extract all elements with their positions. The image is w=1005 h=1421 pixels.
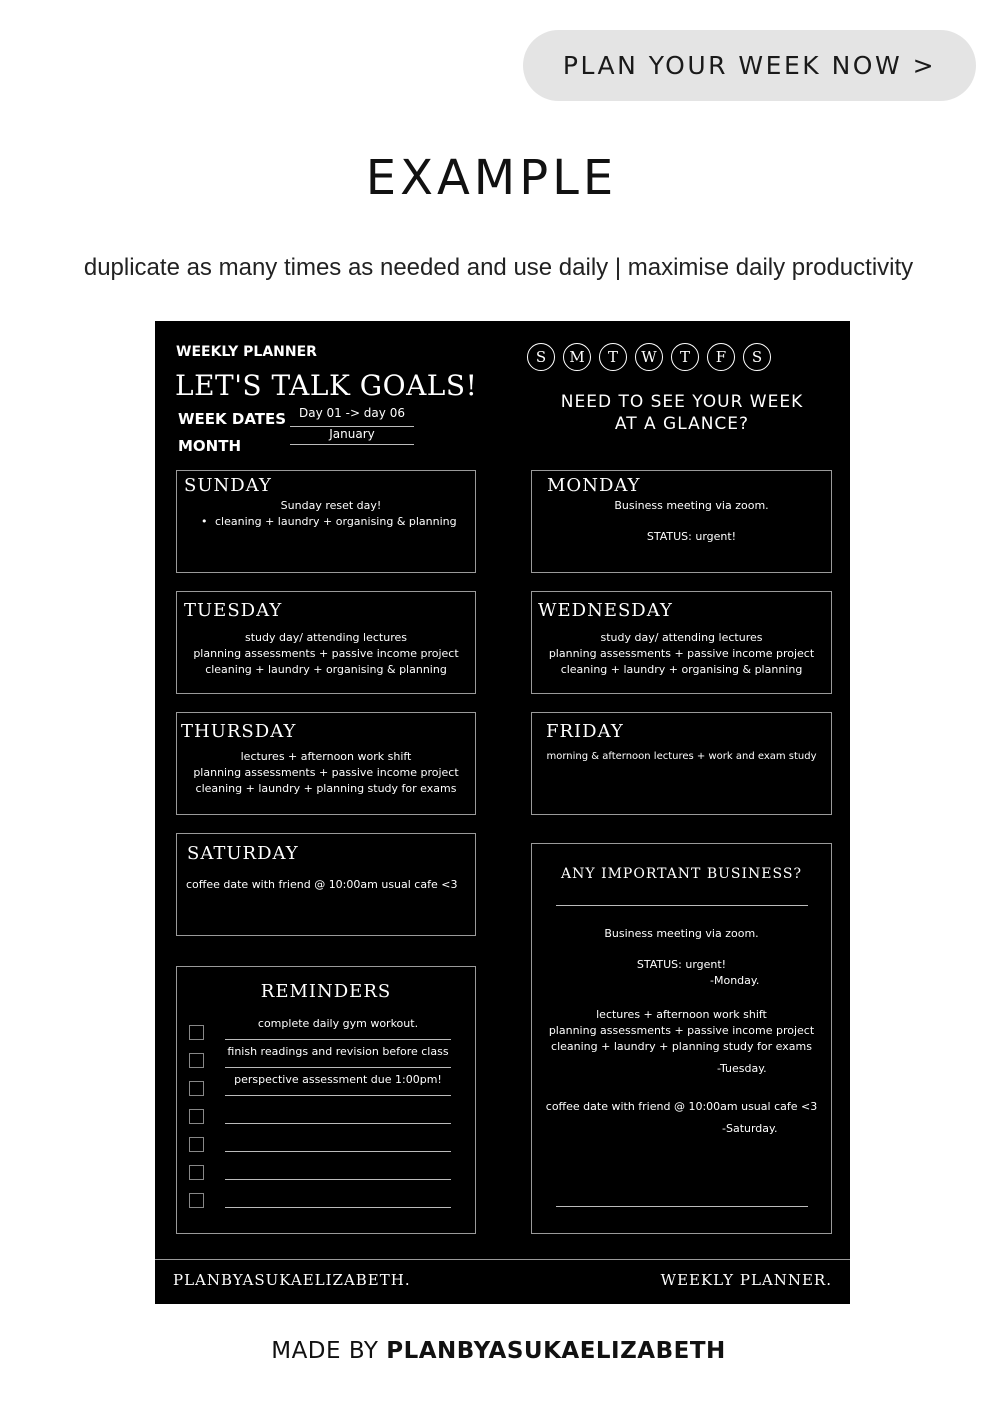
day-note: cleaning + laundry + planning study for exams bbox=[195, 782, 457, 795]
day-box-monday bbox=[531, 470, 832, 573]
day-box-thursday bbox=[176, 712, 476, 815]
day-note: study day/ attending lectures bbox=[245, 631, 407, 644]
planner-label: WEEKLY PLANNER bbox=[176, 344, 317, 360]
day-note: planning assessments + passive income project bbox=[193, 647, 459, 660]
day-note-bullet: • cleaning + laundry + organising & planning bbox=[187, 514, 475, 530]
business-bottom-line bbox=[556, 1206, 808, 1207]
made-by-brand: PLANBYASUKAELIZABETH bbox=[386, 1338, 726, 1364]
business-note: STATUS: urgent! bbox=[636, 958, 727, 971]
weekday-circles bbox=[527, 343, 771, 371]
footer-planner-label: WEEKLY PLANNER. bbox=[660, 1271, 832, 1289]
business-title: ANY IMPORTANT BUSINESS? bbox=[561, 866, 802, 882]
day-heading-monday: MONDAY bbox=[547, 475, 641, 496]
day-notes-tuesday bbox=[177, 630, 475, 678]
day-heading-saturday: SATURDAY bbox=[187, 843, 299, 864]
planner-preview bbox=[155, 321, 850, 1304]
day-note: planning assessments + passive income project bbox=[548, 647, 815, 660]
reminder-text: complete daily gym workout. bbox=[257, 1017, 419, 1030]
made-by-prefix: MADE BY bbox=[271, 1338, 387, 1364]
month-value: January bbox=[329, 427, 375, 441]
week-dates-value: Day 01 -> day 06 bbox=[299, 406, 405, 420]
business-note: Business meeting via zoom. bbox=[604, 927, 759, 940]
reminders-box bbox=[176, 966, 476, 1234]
business-box bbox=[531, 843, 832, 1234]
footer-brand: PLANBYASUKAELIZABETH. bbox=[173, 1271, 411, 1289]
day-note: coffee date with friend @ 10:00am usual cafe <3 bbox=[186, 878, 458, 891]
day-notes-sunday bbox=[177, 498, 475, 530]
day-note: morning & afternoon lectures + work and exam study bbox=[546, 751, 817, 762]
reminder-underline bbox=[225, 1207, 451, 1208]
weekday-circle-monday: M bbox=[563, 343, 591, 371]
day-heading-thursday: THURSDAY bbox=[181, 721, 297, 742]
day-note: lectures + afternoon work shift bbox=[240, 750, 412, 763]
day-note: cleaning + laundry + organising & planning bbox=[205, 663, 447, 676]
month-underline bbox=[290, 444, 414, 445]
reminder-row[interactable] bbox=[189, 1017, 453, 1041]
reminder-underline bbox=[225, 1179, 451, 1180]
day-box-wednesday bbox=[531, 591, 832, 694]
weekday-circle-saturday: S bbox=[743, 343, 771, 371]
reminder-row[interactable] bbox=[189, 1045, 453, 1069]
day-heading-friday: FRIDAY bbox=[546, 721, 624, 742]
business-note-signature: -Tuesday. bbox=[717, 1062, 767, 1075]
day-note: Sunday reset day! bbox=[280, 499, 382, 512]
week-glance-line-1: NEED TO SEE YOUR WEEK bbox=[560, 392, 804, 412]
business-notes bbox=[532, 926, 831, 1137]
day-box-tuesday bbox=[176, 591, 476, 694]
day-box-friday bbox=[531, 712, 832, 815]
weekday-circle-friday: F bbox=[707, 343, 735, 371]
day-box-saturday bbox=[176, 833, 476, 936]
reminder-row[interactable] bbox=[189, 1073, 453, 1097]
month-label: MONTH bbox=[178, 437, 242, 455]
reminder-row[interactable] bbox=[189, 1185, 453, 1209]
reminder-text: perspective assessment due 1:00pm! bbox=[234, 1073, 442, 1086]
weekday-circle-thursday: T bbox=[671, 343, 699, 371]
week-dates-label: WEEK DATES bbox=[178, 410, 287, 428]
reminder-checkbox[interactable] bbox=[189, 1165, 204, 1180]
day-note: planning assessments + passive income project bbox=[193, 766, 459, 779]
day-heading-wednesday: WEDNESDAY bbox=[538, 600, 673, 621]
reminder-underline bbox=[225, 1151, 451, 1152]
business-title-underline bbox=[556, 905, 808, 906]
page-subtitle: duplicate as many times as needed and use daily | maximise daily productivity bbox=[83, 254, 914, 281]
business-note: planning assessments + passive income project bbox=[548, 1024, 815, 1037]
weekday-circle-sunday: S bbox=[527, 343, 555, 371]
made-by-credit bbox=[0, 1338, 997, 1364]
reminders-title: REMINDERS bbox=[260, 981, 392, 1002]
business-note: cleaning + laundry + planning study for exams bbox=[551, 1040, 812, 1053]
week-glance-heading bbox=[531, 391, 833, 435]
reminder-underline bbox=[225, 1067, 451, 1068]
reminder-underline bbox=[225, 1095, 451, 1096]
day-box-sunday bbox=[176, 470, 476, 573]
reminder-row[interactable] bbox=[189, 1129, 453, 1153]
reminder-checkbox[interactable] bbox=[189, 1109, 204, 1124]
reminder-underline bbox=[225, 1123, 451, 1124]
reminder-row[interactable] bbox=[189, 1157, 453, 1181]
business-note-signature: -Saturday. bbox=[722, 1122, 778, 1135]
day-note: STATUS: urgent! bbox=[646, 530, 737, 543]
day-notes-thursday bbox=[177, 749, 475, 797]
day-heading-sunday: SUNDAY bbox=[184, 475, 272, 496]
day-heading-tuesday: TUESDAY bbox=[184, 600, 283, 621]
plan-your-week-button[interactable]: PLAN YOUR WEEK NOW > bbox=[523, 30, 976, 101]
weekday-circle-wednesday: W bbox=[635, 343, 663, 371]
footer-divider bbox=[155, 1259, 850, 1260]
reminder-checkbox[interactable] bbox=[189, 1025, 204, 1040]
business-note-signature: -Monday. bbox=[710, 974, 760, 987]
weekday-circle-tuesday: T bbox=[599, 343, 627, 371]
day-notes-saturday bbox=[177, 877, 475, 893]
reminder-checkbox[interactable] bbox=[189, 1193, 204, 1208]
business-note: coffee date with friend @ 10:00am usual cafe <3 bbox=[545, 1100, 818, 1113]
day-note: Business meeting via zoom. bbox=[614, 499, 769, 512]
week-glance-line-2: AT A GLANCE? bbox=[614, 414, 750, 434]
page-title: EXAMPLE bbox=[365, 150, 618, 206]
reminder-text: finish readings and revision before class bbox=[227, 1045, 449, 1058]
reminder-checkbox[interactable] bbox=[189, 1081, 204, 1096]
day-notes-monday bbox=[532, 498, 831, 545]
day-note: study day/ attending lectures bbox=[600, 631, 763, 644]
reminder-checkbox[interactable] bbox=[189, 1053, 204, 1068]
day-notes-wednesday bbox=[532, 630, 831, 678]
reminder-row[interactable] bbox=[189, 1101, 453, 1125]
day-note: cleaning + laundry + organising & planning bbox=[560, 663, 803, 676]
reminder-checkbox[interactable] bbox=[189, 1137, 204, 1152]
reminder-underline bbox=[225, 1039, 451, 1040]
day-notes-friday bbox=[532, 749, 831, 765]
business-note: lectures + afternoon work shift bbox=[596, 1008, 767, 1021]
goals-title: LET'S TALK GOALS! bbox=[175, 369, 478, 402]
